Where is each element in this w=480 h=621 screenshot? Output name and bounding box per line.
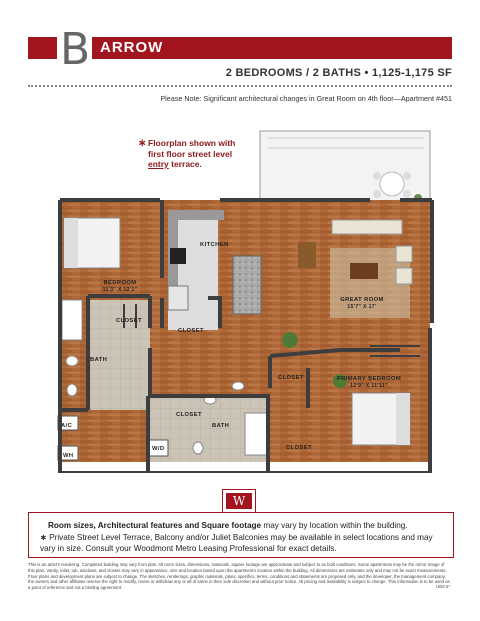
callout-star: ∗ xyxy=(138,138,147,149)
plan-letter: B xyxy=(60,24,91,75)
room-bedroom xyxy=(90,280,150,294)
footer-line-2-text: Private Street Level Terrace, Balcony and/or Juliet Balconies may be available in select locations and may vary in size. Consult your Woodmont Metro Leasing Professional for exact details. xyxy=(40,533,433,553)
dotted-divider xyxy=(28,85,452,87)
callout-line-1: Floorplan shown with xyxy=(148,138,236,148)
callout-line-2: first floor street level xyxy=(148,148,233,159)
room-great-room-size: 15'7" X 17' xyxy=(347,304,377,310)
room-great-room-name: GREAT ROOM xyxy=(340,297,384,303)
room-closet-2: CLOSET xyxy=(178,328,204,334)
logo-letter: W xyxy=(226,493,252,509)
callout-line-3: terrace. xyxy=(168,159,202,169)
footer-line-1-rest: may vary by location within the building. xyxy=(261,521,408,530)
room-bath-2: BATH xyxy=(212,423,230,429)
room-primary-size: 12'9" X 11'11" xyxy=(350,383,388,389)
room-closet-3: CLOSET xyxy=(278,375,304,381)
room-closet-5: CLOSET xyxy=(286,445,312,451)
footer-bold: Room sizes, Architectural features and Square footage xyxy=(48,521,262,530)
footer-line-2 xyxy=(40,532,450,554)
callout-entry: entry xyxy=(148,159,169,169)
room-bedroom-size: 11'3" X 12'1" xyxy=(102,287,138,293)
room-great-room xyxy=(330,297,394,311)
room-ac: A/C xyxy=(61,423,73,429)
plan-title: ARROW xyxy=(100,39,164,56)
footer-line-1 xyxy=(48,521,408,530)
room-bedroom-name: BEDROOM xyxy=(103,280,137,286)
header-accent-block xyxy=(28,37,57,59)
plan-code: UB3-2* xyxy=(436,584,450,589)
room-closet-4: CLOSET xyxy=(176,412,202,418)
room-primary-name: PRIMARY BEDROOM xyxy=(336,376,402,382)
room-wh: WH xyxy=(63,453,74,459)
room-primary-bedroom xyxy=(330,376,408,390)
plan-specs: 2 BEDROOMS / 2 BATHS • 1,125-1,175 SF xyxy=(225,67,452,79)
architectural-note: Please Note: Significant architectural changes in Great Room on 4th floor—Apartment #451 xyxy=(160,94,452,103)
footer-star: ∗ xyxy=(40,533,47,542)
legal-disclaimer: This is an artist's rendering. Completed building may vary from plan. All room sizes, dimensions, materials, square footage are approximate and subject to as built conditions. Some apartments may be the mirror image of this plan. Vanity, toilet, tub, windows, and closets may vary in appearance, size and location based upon the apartment's location within the building. All dimensions are estimates only and may not be exact measurements. Floor plans and development plans are subject to change. The sketches, renderings, graphic materials, plans, specifics, terms, conditions and statements are proposed only, and the developer, the management company, the owners and other affiliates reserve the right to modify, revise or withdraw any or all of same in their sole discretion and without prior notice. All pricing and availability is subject to change. This information is to be used as a point of reference and not a binding agreement. xyxy=(28,562,450,591)
room-bath-1: BATH xyxy=(90,357,108,363)
room-kitchen: KITCHEN xyxy=(200,242,229,248)
room-wd: W/D xyxy=(152,446,165,452)
woodmont-logo xyxy=(222,489,256,513)
room-closet-1: CLOSET xyxy=(116,318,142,324)
